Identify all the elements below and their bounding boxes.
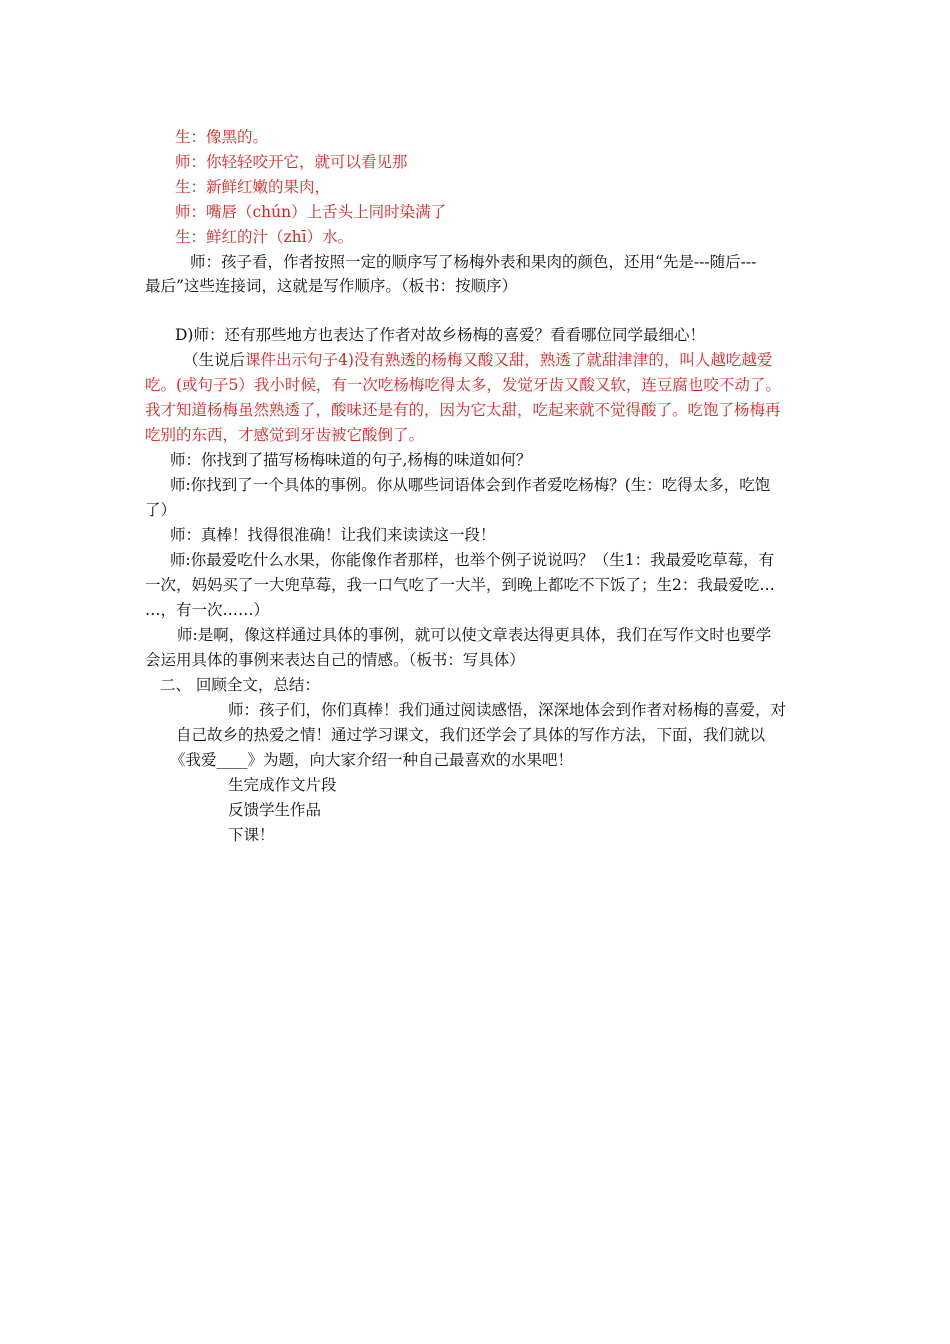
teacher-paragraph-line: 师：孩子看，作者按照一定的顺序写了杨梅外表和果肉的颜色，还用“先是---随后--- bbox=[190, 253, 757, 271]
review-step: 反馈学生作品 bbox=[228, 801, 322, 819]
teacher-line: 师:你找到了一个具体的事例。你从哪些词语体会到作者爱吃杨梅？(生：吃得太多，吃饱 bbox=[170, 476, 771, 494]
teacher-line: 了） bbox=[145, 501, 177, 519]
dialogue-line: 生：新鲜红嫩的果肉， bbox=[175, 178, 331, 196]
review-heading: 二、 回顾全文，总结： bbox=[160, 676, 320, 694]
teacher-line: 师:你最爱吃什么水果，你能像作者那样，也举个例子说说吗？（生1：我最爱吃草莓，有 bbox=[170, 551, 775, 569]
courseware-line bbox=[183, 350, 772, 370]
review-line: 师：孩子们，你们真棒！我们通过阅读感悟，深深地体会到作者对杨梅的喜爱，对 bbox=[228, 701, 787, 719]
teacher-line: 师：真棒！找得很准确！让我们来读读这一段！ bbox=[170, 526, 496, 544]
dialogue-line: 师：你轻轻咬开它，就可以看见那 bbox=[175, 153, 408, 171]
courseware-text: 课件出示句子4)没有熟透的杨梅又酸又甜，熟透了就甜津津的，叫人越吃越爱 bbox=[245, 351, 773, 369]
dialogue-line: 生：鲜红的汁（zhī）水。 bbox=[175, 228, 354, 246]
courseware-line: 吃。(或句子5）我小时候，有一次吃杨梅吃得太多，发觉牙齿又酸又软，连豆腐也咬不动了。 bbox=[145, 376, 781, 394]
review-step: 生完成作文片段 bbox=[228, 776, 337, 794]
teacher-line: 师：你找到了描写杨梅味道的句子,杨梅的味道如何？ bbox=[170, 451, 532, 469]
teacher-line: 会运用具体的事例来表达自己的情感。（板书：写具体） bbox=[145, 651, 525, 669]
courseware-prefix: （生说后 bbox=[183, 351, 246, 369]
dialogue-line: 师：嘴唇（chún）上舌头上同时染满了 bbox=[175, 203, 447, 221]
teacher-line: 师:是啊，像这样通过具体的事例，就可以使文章表达得更具体，我们在写作文时也要学 bbox=[177, 626, 772, 644]
review-line: 《我爱____》为题，向大家介绍一种自己最喜欢的水果吧！ bbox=[170, 751, 574, 769]
courseware-line: 吃别的东西，才感觉到牙齿被它酸倒了。 bbox=[145, 426, 425, 444]
teacher-line: …，有一次……） bbox=[145, 601, 270, 619]
courseware-line: 我才知道杨梅虽然熟透了，酸味还是有的，因为它太甜，吃起来就不觉得酸了。吃饱了杨梅再 bbox=[145, 401, 781, 419]
section-d-heading: D)师：还有那些地方也表达了作者对故乡杨梅的喜爱？看看哪位同学最细心！ bbox=[175, 326, 705, 344]
teacher-paragraph-line: 最后”这些连接词，这就是写作顺序。（板书：按顺序） bbox=[145, 277, 518, 295]
dialogue-line: 生：像黑的。 bbox=[175, 128, 269, 146]
review-line: 自己故乡的热爱之情！通过学习课文，我们还学会了具体的写作方法，下面，我们就以 bbox=[176, 726, 766, 744]
teacher-line: 一次，妈妈买了一大兜草莓，我一口气吃了一大半，到晚上都吃不下饭了；生2：我最爱吃… bbox=[145, 576, 775, 594]
review-step: 下课！ bbox=[228, 826, 275, 844]
